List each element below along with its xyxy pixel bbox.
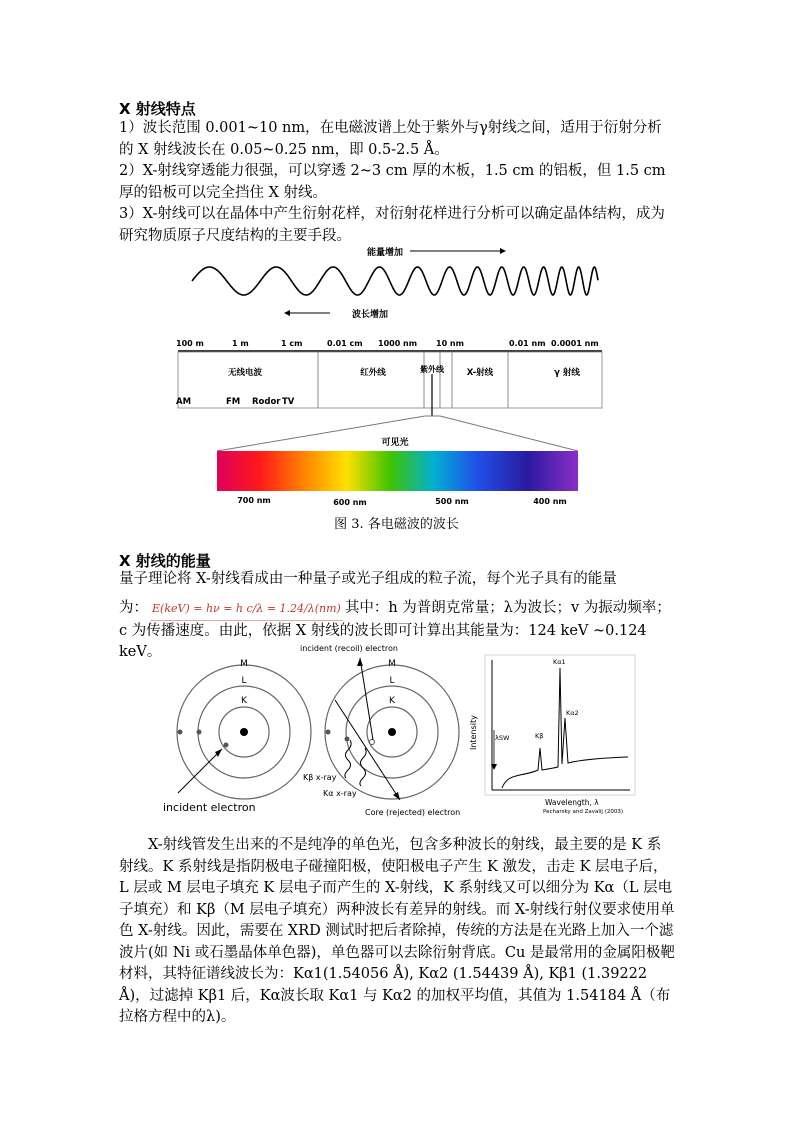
core-electron-label: Core (rejected) electron — [365, 808, 461, 817]
section-heading-energy: X 射线的能量 — [119, 552, 211, 570]
energy-prefix: 为： — [119, 600, 148, 616]
graph-x-label: Wavelength, λ — [545, 798, 599, 807]
scale-10nm: 10 nm — [436, 339, 464, 348]
incident-arrow — [178, 749, 222, 793]
electron-l-left — [197, 730, 202, 735]
vacancy-k-right — [370, 740, 375, 745]
energy-rest: 其中：h 为普朗克常量；λ为波长；v 为振动频率；c 为传播速度。由此，依据 X 射线的波长即可计算出其能量为：124 keV ~0.124 keV。 — [119, 600, 671, 660]
energy-label: 能量增加 — [366, 248, 404, 258]
scale-1000nm: 1000 nm — [378, 339, 418, 348]
electron-m-right — [326, 730, 331, 735]
kalpha1-peak-label: Kα1 — [553, 658, 566, 666]
feature-point-3: 3）X-射线可以在晶体中产生衍射花样，对衍射花样进行分析可以确定晶体结构，成为研究物质原子尺度结构的主要手段。 — [119, 206, 665, 244]
recoil-arrowhead — [357, 658, 363, 666]
feature-point-1: 1）波长范围 0.001~10 nm，在电磁波谱上处于紫外与γ射线之间，适用于衍射分析的 X 射线波长在 0.05~0.25 nm，即 0.5-2.5 Å。 — [119, 120, 662, 158]
atom-figure — [160, 640, 640, 820]
electron-k-left — [224, 743, 229, 748]
radio-tv: TV — [282, 397, 295, 407]
radio-am: AM — [176, 397, 192, 407]
energy-arrowhead — [500, 248, 506, 254]
graph-y-label: Intensity — [469, 715, 478, 750]
energy-formula: E(keV) = hν = h c/λ = 1.24/λ(nm) — [150, 598, 343, 621]
scale-labels — [176, 339, 599, 348]
tick-500nm: 500 nm — [435, 497, 469, 506]
nucleus-left — [240, 728, 248, 736]
band-ultraviolet: 紫外线 — [420, 365, 444, 374]
kbeta-label: Kβ x-ray — [303, 773, 337, 782]
tick-400nm: 400 nm — [533, 497, 567, 506]
band-labels — [176, 364, 580, 407]
band-radio: 无线电波 — [227, 368, 263, 378]
kalpha2-peak-label: Kα2 — [566, 709, 579, 717]
wave-curve — [192, 267, 598, 295]
scale-1cm: 1 cm — [281, 339, 303, 348]
electron-m-left — [178, 730, 183, 735]
energy-line-1: 量子理论将 X-射线看成由一种量子或光子组成的粒子流，每个光子具有的能量 — [119, 571, 617, 587]
band-infrared: 红外线 — [360, 368, 386, 378]
incident-electron-label: incident electron — [163, 801, 256, 814]
scale-001nm: 0.01 nm — [509, 339, 546, 348]
label-l-right: L — [389, 676, 395, 686]
lambda-sw-label: λSW — [495, 734, 510, 742]
feature-point-2: 2）X-射线穿透能力很强，可以穿透 2~3 cm 厚的木板，1.5 cm 的铝板，但 1.5 cm 厚的铅板可以完全挡住 X 射线。 — [119, 163, 666, 201]
visible-ticks — [237, 496, 567, 507]
scale-100m: 100 m — [176, 339, 204, 348]
label-k-right: K — [389, 696, 395, 706]
scale-001cm: 0.01 cm — [327, 339, 363, 348]
funnel-right — [440, 416, 578, 451]
intensity-curve — [502, 668, 628, 788]
label-l-left: L — [241, 676, 247, 686]
label-m-left: M — [240, 659, 248, 669]
visible-label: 可见光 — [381, 438, 409, 448]
kbeta-peak-label: Kβ — [535, 732, 544, 740]
wavelength-arrowhead — [284, 310, 290, 316]
label-m-right: M — [388, 659, 396, 669]
tick-700nm: 700 nm — [237, 496, 271, 505]
band-xray: X-射线 — [466, 368, 494, 378]
incident-arrowhead — [215, 749, 222, 757]
nucleus-right — [388, 728, 396, 736]
kalpha-label: Kα x-ray — [323, 789, 357, 798]
label-k-left: K — [241, 696, 247, 706]
graph-credit: Pecharsky and Zavalij (2003) — [543, 809, 623, 815]
recoil-electron-label: incident (recoil) electron — [300, 644, 398, 653]
intensity-graph — [469, 655, 635, 815]
bands-box — [178, 352, 602, 408]
electron-l-right — [345, 737, 350, 742]
atom-right — [300, 644, 460, 817]
scale-1m: 1 m — [232, 339, 249, 348]
wavelength-label: 波长增加 — [351, 310, 389, 320]
spectrum-caption: 图 3. 各电磁波的波长 — [334, 517, 459, 532]
spectrum-figure — [170, 244, 610, 512]
visible-spectrum-bar — [217, 451, 578, 491]
xray-paragraph: X-射线管发生出来的不是纯净的单色光，包含多种波长的射线，最主要的是 K 系射线。K 系射线是指阴极电子碰撞阳极，使阳极电子产生 K 激发，击走 K 层电子后，L 层或 M 层电子填充 K 层电子而产生的 X-射线，K 系射线又可以细分为 Kα（L 层电子填充）和 Kβ（M 层电子填充）两种波长有差异的射线。而 X-射线行射仪要求使用单色 X-射线。因此，需要在 XRD 测试时把后者除掉，传统的方法是在光路上加入一个滤波片(如 Ni 或石墨晶体单色器)，单色器可以去除衍射背底。Cu 是最常用的金属阳极靶材料，其特征谱线波长为：Kα1(1.54056 Å), Kα2 (1.54439 Å), Kβ1 (1.39222 Å)，过滤掉 Kβ1 后，Kα波长取 Kα1 与 Kα2 的加权平均值，其值为 1.54184 Å（布拉格方程中的λ)。 — [119, 837, 675, 1025]
radio-rodor: Rodor — [252, 397, 281, 407]
scale-00001nm: 0.0001 nm — [551, 339, 599, 348]
section-heading-features: X 射线特点 — [119, 100, 196, 118]
band-gamma: γ 射线 — [554, 368, 580, 378]
radio-fm: FM — [226, 397, 241, 407]
core-arrow — [335, 700, 400, 800]
atom-left — [163, 659, 311, 814]
tick-600nm: 600 nm — [333, 498, 367, 507]
